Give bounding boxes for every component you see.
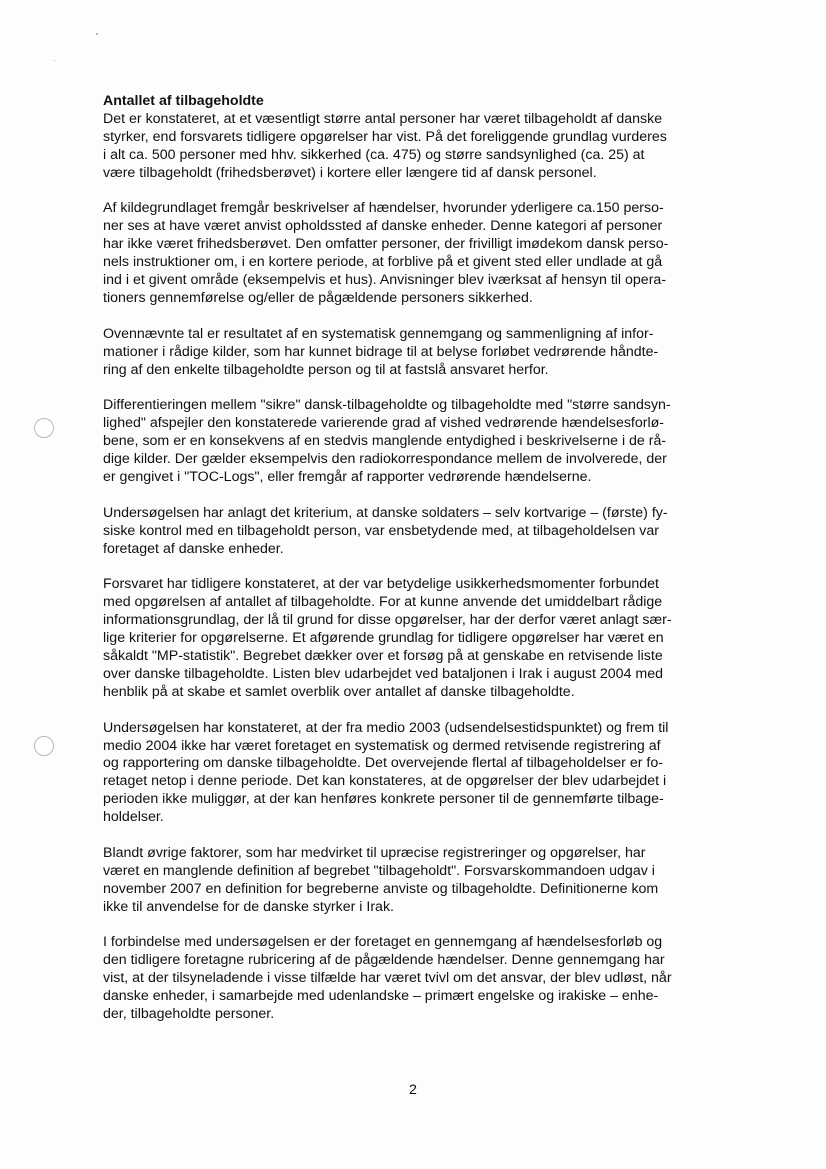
text-line: perioden ikke muliggør, at der kan henføres konkrete personer til de gennemførte tilbage- [103,791,664,808]
text-line: har ikke været frihedsberøvet. Den omfatter personer, der frivilligt imødekom dansk perso- [103,236,669,253]
text-line: styrker, end forsvarets tidligere opgørelser har vist. På det foreliggende grundlag vurderes [103,128,667,145]
text-line: informationsgrundlag, der lå til grund for disse opgørelser, har der derfor været anlagt sær- [103,612,672,629]
paragraph [103,576,751,701]
paragraph [103,397,751,487]
scan-speck [54,60,55,61]
text-line: mationer i rådige kilder, som har kunnet bidrage til at belyse forløbet vedrørende håndte- [103,343,659,360]
text-line: medio 2004 ikke har været foretaget en systematisk og dermed retvisende registrering af [103,737,661,754]
text-line: Undersøgelsen har anlagt det kriterium, at danske soldaters – selv kortvarige – (første) fy- [103,504,668,521]
text-line: lige kriterier for opgørelserne. Et afgørende grundlag for tidligere opgørelser har været en [103,630,664,647]
text-line: danske enheder, i samarbejde med udenlandske – primært engelske og irakiske – enhe- [103,988,659,1005]
paragraph [103,720,751,827]
section-heading: Antallet af tilbageholdte [103,93,264,109]
paragraph-list [103,111,751,1024]
text-line: vist, at der tilsyneladende i visse tilfælde har været tvivl om det ansvar, der blev udløst, når [103,970,672,987]
text-line: henblik på at skabe et samlet overblik over antallet af danske tilbageholdte. [103,683,575,700]
text-line: og rapportering om danske tilbageholdte. Det overvejende flertal af tilbageholdelser er fo- [103,755,663,772]
document-body [103,93,751,1042]
scan-speck [96,33,98,35]
text-line: Ovennævnte tal er resultatet af en systematisk gennemgang og sammenligning af infor- [103,325,654,342]
text-line: i alt ca. 500 personer med hhv. sikkerhed (ca. 475) og større sandsynlighed (ca. 25) at [103,146,645,163]
page-number: 2 [409,1082,417,1098]
text-line: lighed" afspejler den konstaterede varierende grad af vished vedrørende hændelsesforlø- [103,415,665,432]
text-line: I forbindelse med undersøgelsen er der foretaget en gennemgang af hændelsesforløb og [103,934,663,951]
text-line: være tilbageholdt (frihedsberøvet) i kortere eller længere tid af dansk personel. [103,164,597,181]
text-line: ring af den enkelte tilbageholdte person og til at fastslå ansvaret herfor. [103,361,549,378]
text-line: været en manglende definition af begrebet "tilbageholdt". Forsvarskommandoen udgav i [103,862,655,879]
text-line: såkaldt "MP-statistik". Begrebet dækker over et forsøg på at genskabe en retvisende liste [103,648,663,665]
text-line: dige kilder. Der gælder eksempelvis den radiokorrespondance mellem de involverede, der [103,451,667,468]
text-line: med opgørelsen af antallet af tilbageholdte. For at kunne anvende det umiddelbart rådige [103,594,663,611]
paragraph [103,200,751,307]
text-line: Forsvaret har tidligere konstateret, at der var betydelige usikkerhedsmomenter forbundet [103,576,659,593]
text-line: nels instruktioner om, i en kortere periode, at forblive på et givent sted eller undlade at gå [103,254,663,271]
text-line: november 2007 en definition for begreberne anviste og tilbageholdte. Definitionerne kom [103,880,659,897]
paragraph [103,505,751,559]
text-line: Det er konstateret, at et væsentligt større antal personer har været tilbageholdt af danske [103,110,663,127]
text-line: ner ses at have været anvist opholdssted af danske enheder. Denne kategori af personer [103,218,663,235]
text-line: holdelser. [103,809,164,826]
punch-hole [34,736,54,756]
paragraph [103,845,751,917]
text-line: Blandt øvrige faktorer, som har medvirket til upræcise registreringer og opgørelser, har [103,844,646,861]
paragraph [103,326,751,380]
text-line: Undersøgelsen har konstateret, at der fra medio 2003 (udsendelsestidspunktet) og frem til [103,719,669,736]
text-line: ind i et givent område (eksempelvis et hus). Anvisninger blev iværksat af hensyn til opera- [103,272,667,289]
text-line: Differentieringen mellem "sikre" dansk-tilbageholdte og tilbageholdte med "større sandsyn- [103,397,671,414]
text-line: tioners gennemførelse og/eller de pågældende personers sikkerhed. [103,289,533,306]
text-line: siske kontrol med en tilbageholdt person, var ensbetydende med, at tilbageholdelsen var [103,522,660,539]
text-line: der, tilbageholdte personer. [103,1006,275,1023]
text-line: den tidligere foretagne rubricering af de pågældende hændelser. Denne gennemgang har [103,952,665,969]
text-line: bene, som er en konsekvens af en stedvis manglende entydighed i beskrivelserne i de rå- [103,433,667,450]
paragraph [103,934,751,1024]
text-line: Af kildegrundlaget fremgår beskrivelser af hændelser, hvorunder yderligere ca.150 perso- [103,200,664,217]
text-line: retaget netop i denne periode. Det kan konstateres, at de opgørelser der blev udarbejdet i [103,773,667,790]
punch-hole [34,418,54,438]
text-line: foretaget af danske enheder. [103,540,284,557]
text-line: ikke til anvendelse for de danske styrker i Irak. [103,898,394,915]
text-line: er gengivet i "TOC-Logs", eller fremgår af rapporter vedrørende hændelserne. [103,468,592,485]
text-line: over danske tilbageholdte. Listen blev udarbejdet ved bataljonen i Irak i august 2004 med [103,665,663,682]
paragraph [103,111,751,183]
